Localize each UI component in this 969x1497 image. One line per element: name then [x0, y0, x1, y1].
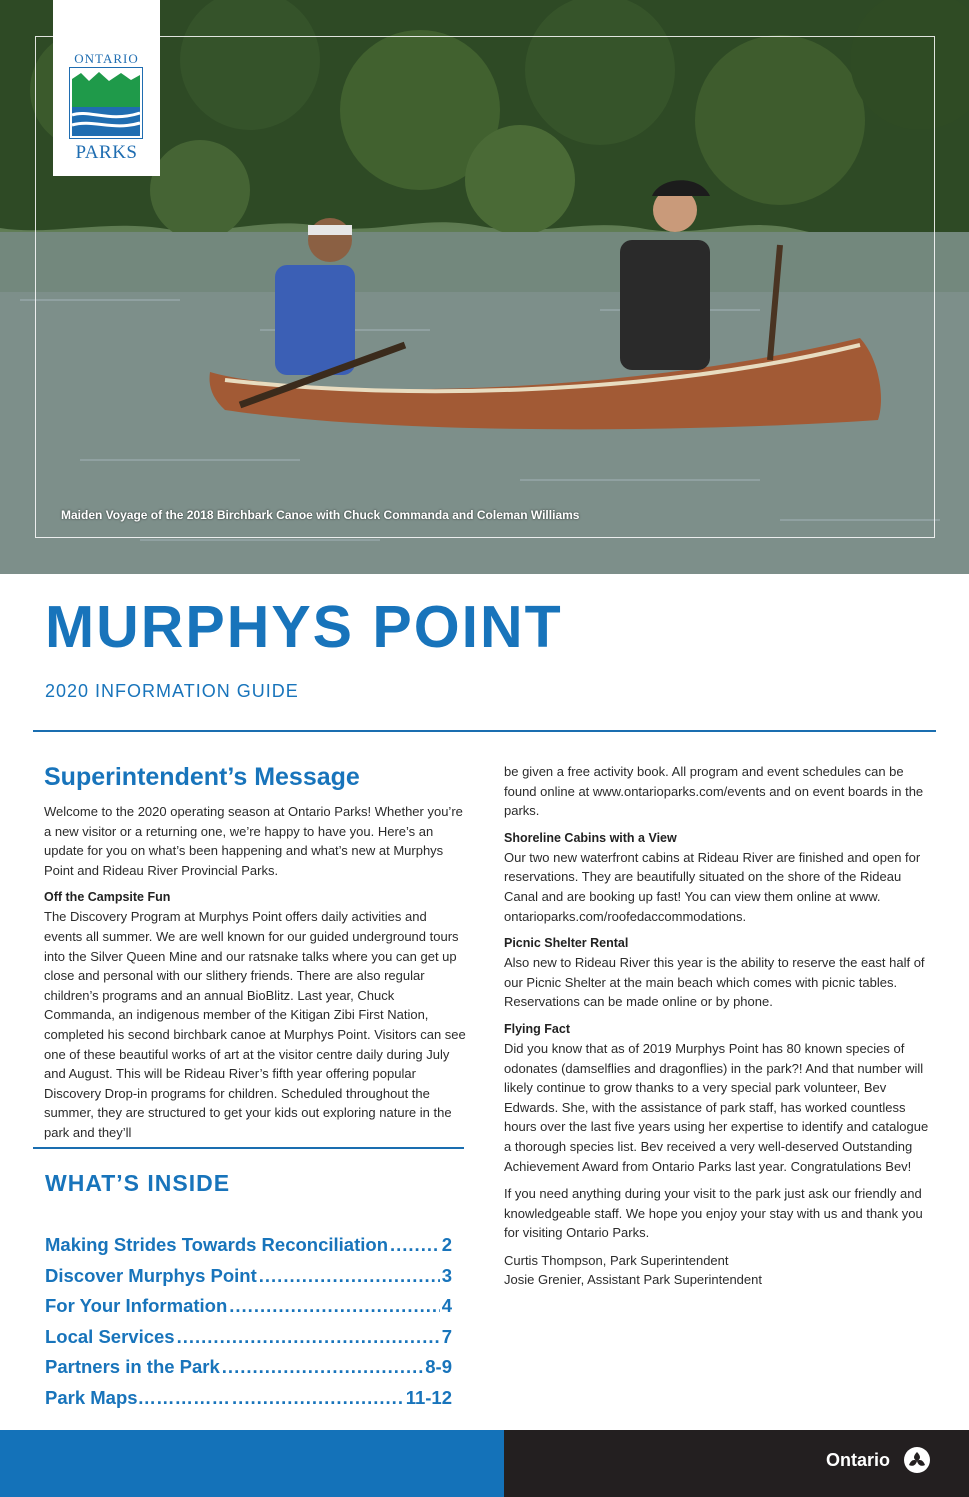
- toc-label: Park Maps……………: [45, 1386, 231, 1408]
- subheading-picnic: Picnic Shelter Rental: [504, 936, 629, 951]
- photo-frame: [35, 36, 935, 538]
- page-subtitle: 2020 INFORMATION GUIDE: [45, 681, 299, 701]
- divider: [33, 1147, 464, 1149]
- table-of-contents: [45, 1234, 452, 1418]
- campsite-paragraph: The Discovery Program at Murphys Point offers daily activities and events all summer. We are well known for our guided underground tours into the Silver Queen Mine and our ratsnake talks where you can get up close and personal with our slithery friends. There are also regular children’s programs and an annual BioBlitz. Last year, Chuck Commanda, an indigenous member of the Kitigan Zibi First Nation, completed his second birchbark canoe at Murphys Point. Visitors can see one of these beautiful works of art at the visitor centre daily during July and August. This will be Rideau River’s fifth year offering popular Discovery Drop-in programs for children. Scheduled throughout the summer, they are structured to get your kids out exploring nature in the park and they’ll: [44, 909, 466, 1140]
- toc-item[interactable]: [45, 1265, 452, 1296]
- toc-label: Partners in the Park: [45, 1356, 220, 1378]
- toc-page: 3: [441, 1264, 452, 1286]
- toc-page: 8-9: [425, 1356, 452, 1378]
- footer-band-blue: [0, 1430, 504, 1497]
- toc-page: 7: [441, 1325, 452, 1347]
- intro-paragraph: Welcome to the 2020 operating season at Ontario Parks! Whether you’re a new visitor or a returning one, we’re happy to have you. Here’s an update for you on what’s been happening and what’s new at Murphys Point and Rideau River Provincial Parks.: [44, 804, 463, 878]
- picnic-paragraph: Also new to Rideau River this year is the ability to reserve the east half of our Picnic Shelter at the main beach which comes with picnic tables. Reservations can be made online or by phone.: [504, 955, 925, 1010]
- toc-leader: [390, 1234, 440, 1256]
- toc-item[interactable]: [45, 1356, 452, 1387]
- toc-item[interactable]: [45, 1295, 452, 1326]
- toc-leader: [259, 1265, 440, 1287]
- cabins-paragraph: Our two new waterfront cabins at Rideau River are finished and open for reservations. They are beautifully situated on the shore of the Rideau Canal and are booking up fast! You can view them online at www. ontarioparks.com/roofedaccommodations.: [504, 849, 921, 924]
- footer-band-dark: [504, 1430, 969, 1497]
- trillium-icon: [903, 1446, 931, 1474]
- toc-leader: [177, 1326, 440, 1348]
- subheading-flying: Flying Fact: [504, 1021, 570, 1036]
- toc-item[interactable]: [45, 1387, 452, 1418]
- flying-paragraph: Did you know that as of 2019 Murphys Point has 80 known species of odonates (damselflies and dragonflies) in the park?! And that number will likely continue to grow thanks to a very special park volunteer, Bev Edwards. She, with the assistance of park staff, has worked countless hours over the last five years using her expertise to identify and catalogue a thorough species list. Bev received a very well-deserved Outstanding Achievement Award from Ontario Parks last year. Congratulations Bev!: [504, 1040, 929, 1174]
- section-heading: Superintendent’s Message: [44, 763, 360, 791]
- toc-page: 2: [441, 1234, 452, 1255]
- page-title: MURPHYS POINT: [45, 594, 563, 660]
- message-column-right: [504, 762, 930, 1298]
- toc-label: Making Strides Towards Reconciliation: [45, 1234, 388, 1255]
- message-column-left: [44, 762, 468, 1143]
- closing-paragraph: If you need anything during your visit to the park just ask our friendly and knowledgeable staff. We hope you enjoy your stay with us and thank you for visiting Ontario Parks.: [504, 1186, 923, 1241]
- signature-line: Josie Grenier, Assistant Park Superintendent: [504, 1272, 762, 1288]
- logo-text-parks: PARKS: [75, 142, 138, 163]
- campsite-continued-paragraph: be given a free activity book. All program and event schedules can be found online at www.ontarioparks.com/events and on event boards in the parks.: [504, 764, 924, 819]
- toc-label: Local Services: [45, 1325, 175, 1347]
- hero-photo: [0, 0, 969, 574]
- photo-caption: Maiden Voyage of the 2018 Birchbark Canoe with Chuck Commanda and Coleman Williams: [61, 508, 580, 522]
- toc-leader: [222, 1356, 423, 1378]
- subheading-campsite: Off the Campsite Fun: [44, 890, 171, 905]
- toc-item[interactable]: [45, 1326, 452, 1357]
- logo-text-ontario: ONTARIO: [74, 51, 139, 66]
- divider: [33, 730, 936, 732]
- toc-item[interactable]: [45, 1234, 452, 1265]
- toc-label: For Your Information: [45, 1295, 228, 1317]
- ontario-parks-logo: [53, 0, 160, 176]
- toc-leader: [232, 1387, 404, 1409]
- ontario-wordmark: Ontario: [826, 1450, 891, 1470]
- toc-page: 11-12: [405, 1386, 452, 1408]
- ontario-parks-emblem-icon: [69, 67, 143, 139]
- toc-leader: [229, 1295, 439, 1317]
- toc-label: Discover Murphys Point: [45, 1264, 257, 1286]
- subheading-cabins: Shoreline Cabins with a View: [504, 830, 677, 845]
- signature-line: Curtis Thompson, Park Superintendent: [504, 1252, 729, 1268]
- whats-inside-heading: WHAT’S INSIDE: [45, 1170, 231, 1196]
- toc-page: 4: [441, 1295, 452, 1317]
